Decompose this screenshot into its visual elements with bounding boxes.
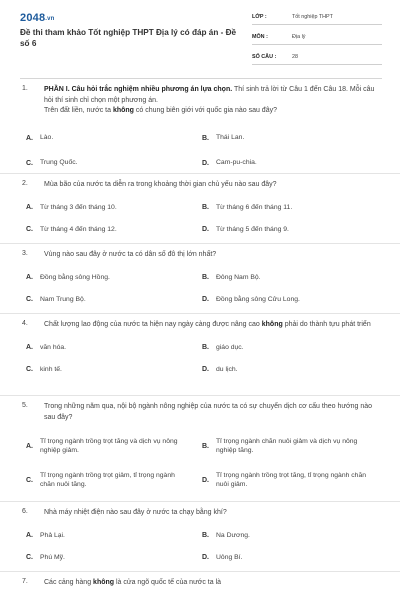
- option-text: Thái Lan.: [216, 134, 245, 142]
- option-d[interactable]: [202, 547, 378, 569]
- option-group: [26, 197, 382, 241]
- option-text: văn hóa.: [40, 343, 67, 351]
- option-text: Tỉ trọng ngành trồng trọt tăng, tỉ trọng ngành chăn nuôi giảm.: [216, 471, 367, 488]
- exam-meta: [252, 12, 382, 72]
- question-text: Nhà máy nhiệt điện nào sau đây ở nước ta chạy bằng khí?: [44, 509, 227, 516]
- question-text-part: phải do thành tựu phát triển: [282, 321, 371, 328]
- option-text: Nam Trung Bộ.: [40, 295, 86, 303]
- option-letter: D.: [202, 159, 209, 167]
- question-5: [0, 396, 400, 502]
- option-letter: D.: [202, 476, 209, 484]
- question-3: [0, 244, 400, 314]
- option-text: Cam-pu-chia.: [216, 159, 257, 167]
- option-letter: A.: [26, 532, 33, 539]
- option-letter: D.: [202, 554, 209, 561]
- option-b[interactable]: [202, 525, 378, 547]
- option-a[interactable]: [26, 197, 202, 219]
- option-c[interactable]: [26, 547, 202, 569]
- option-d[interactable]: [202, 219, 378, 241]
- question-text-part: Các cảng hàng: [44, 579, 94, 586]
- option-c[interactable]: [26, 289, 202, 311]
- question-text-part: Thí sinh trả lời từ Câu 1 đến Câu 18. Mỗi câu hỏi thí sinh chỉ chọn một phương án.: [44, 86, 375, 104]
- question-text-part: là cửa ngõ quốc tế của nước ta là: [114, 579, 222, 586]
- option-letter: B.: [202, 442, 209, 450]
- meta-label: SỐ CÂU :: [252, 54, 277, 60]
- option-text: Từ tháng 5 đến tháng 9.: [216, 225, 289, 233]
- meta-question-count: [252, 52, 382, 65]
- option-letter: D.: [202, 366, 209, 373]
- option-letter: A.: [26, 274, 33, 281]
- question-7: [0, 572, 400, 600]
- question-1: [0, 80, 400, 174]
- question-number: 3.: [22, 250, 28, 257]
- question-text: [44, 572, 382, 589]
- page-title: Đề thi tham khảo Tốt nghiệp THPT Địa lý có đáp án - Đề số 6: [20, 28, 237, 48]
- option-letter: C.: [26, 296, 33, 303]
- option-a[interactable]: [26, 525, 202, 547]
- question-text: Trong những năm qua, nội bộ ngành nông nghiệp của nước ta có sự chuyển dịch cơ cấu theo hướng nào sau đây?: [44, 403, 373, 421]
- option-letter: B.: [202, 204, 209, 211]
- option-d[interactable]: [202, 359, 378, 381]
- meta-value: Tốt nghiệp THPT: [292, 14, 333, 20]
- option-group: [26, 126, 382, 176]
- option-text: Phả Lại.: [40, 531, 65, 539]
- section-lead: PHẦN I. Câu hỏi trắc nghiệm nhiều phương án lựa chọn.: [44, 86, 233, 93]
- document-header: [20, 12, 382, 74]
- question-text: [44, 80, 382, 117]
- option-group: [26, 429, 382, 497]
- option-letter: A.: [26, 442, 33, 450]
- option-text: Tỉ trọng ngành trồng trọt tăng và dịch vụ nông nghiệp giảm.: [40, 437, 178, 454]
- option-group: [26, 267, 382, 311]
- meta-value: 28: [292, 54, 298, 60]
- meta-subject: [252, 32, 382, 45]
- option-a[interactable]: [26, 267, 202, 289]
- meta-value: Địa lý: [292, 34, 306, 40]
- meta-label: MÔN :: [252, 34, 268, 40]
- question-6: [0, 502, 400, 572]
- option-text: Đồng bằng sông Cửu Long.: [216, 295, 300, 303]
- logo-tld: .vn: [45, 16, 55, 22]
- option-c[interactable]: [26, 151, 202, 176]
- option-c[interactable]: [26, 463, 202, 497]
- option-letter: D.: [202, 226, 209, 233]
- option-text: Từ tháng 3 đến tháng 10.: [40, 203, 117, 211]
- option-b[interactable]: [202, 197, 378, 219]
- option-text: du lịch.: [216, 365, 238, 373]
- option-text: Từ tháng 6 đến tháng 11.: [216, 203, 293, 211]
- option-letter: B.: [202, 532, 209, 539]
- emphasis-word: không: [93, 579, 115, 586]
- option-text: Phú Mỹ.: [40, 553, 65, 561]
- option-a[interactable]: [26, 337, 202, 359]
- option-letter: C.: [26, 366, 33, 373]
- question-2: [0, 174, 400, 244]
- option-a[interactable]: [26, 126, 202, 151]
- meta-grade: [252, 12, 382, 25]
- option-c[interactable]: [26, 219, 202, 241]
- option-b[interactable]: [202, 429, 378, 463]
- option-letter: D.: [202, 296, 209, 303]
- question-text-part: Trên đất liền, nước ta: [44, 107, 113, 114]
- option-letter: C.: [26, 476, 33, 484]
- option-text: kinh tế.: [40, 365, 62, 373]
- meta-label: LỚP :: [252, 14, 267, 20]
- option-text: Tỉ trọng ngành chăn nuôi giảm và dịch vụ nông nghiệp tăng.: [216, 437, 358, 454]
- question-text: Vùng nào sau đây ở nước ta có dân số đô thị lớn nhất?: [44, 251, 217, 258]
- option-d[interactable]: [202, 151, 378, 176]
- option-text: Lào.: [40, 134, 54, 142]
- option-c[interactable]: [26, 359, 202, 381]
- option-letter: A.: [26, 134, 33, 142]
- emphasis-word: không: [261, 321, 283, 328]
- question-number: 2.: [22, 180, 28, 187]
- option-text: Trung Quốc.: [40, 159, 78, 167]
- question-number: 5.: [22, 402, 28, 409]
- option-text: Tỉ trọng ngành trồng trọt giảm, tỉ trọng ngành chăn nuôi tăng.: [40, 471, 175, 488]
- question-number: 7.: [22, 578, 28, 585]
- option-letter: C.: [26, 554, 33, 561]
- option-letter: A.: [26, 204, 33, 211]
- question-number: 1.: [22, 85, 28, 92]
- option-group: [26, 525, 382, 569]
- option-letter: A.: [26, 344, 33, 351]
- option-group: [26, 337, 382, 381]
- option-letter: B.: [202, 344, 209, 351]
- option-b[interactable]: [202, 126, 378, 151]
- emphasis-word: không: [112, 107, 134, 114]
- option-text: Từ tháng 4 đến tháng 12.: [40, 225, 117, 233]
- option-text: Uông Bí.: [216, 553, 243, 561]
- option-text: giáo dục.: [216, 343, 244, 351]
- option-text: Đồng bằng sông Hồng.: [40, 273, 110, 281]
- question-text-part: có chung biên giới với quốc gia nào sau đây?: [133, 107, 277, 114]
- option-letter: B.: [202, 134, 209, 142]
- option-text: Na Dương.: [216, 531, 250, 539]
- option-d[interactable]: [202, 289, 378, 311]
- option-d[interactable]: [202, 463, 378, 497]
- option-letter: C.: [26, 226, 33, 233]
- option-b[interactable]: [202, 267, 378, 289]
- option-letter: B.: [202, 274, 209, 281]
- question-4: [0, 314, 400, 396]
- site-logo[interactable]: [20, 12, 55, 24]
- option-a[interactable]: [26, 429, 202, 463]
- question-number: 6.: [22, 508, 28, 515]
- option-letter: C.: [26, 159, 33, 167]
- question-text-part: Chất lượng lao động của nước ta hiện nay ngày càng được nâng cao: [44, 321, 262, 328]
- question-number: 4.: [22, 320, 28, 327]
- question-text: [44, 314, 382, 331]
- option-text: Đông Nam Bộ.: [216, 273, 261, 281]
- header-divider: [20, 78, 382, 79]
- logo-main: 2048: [20, 12, 46, 24]
- question-list: [0, 80, 400, 600]
- option-b[interactable]: [202, 337, 378, 359]
- question-text: Mùa bão của nước ta diễn ra trong khoảng thời gian chủ yếu nào sau đây?: [44, 181, 277, 188]
